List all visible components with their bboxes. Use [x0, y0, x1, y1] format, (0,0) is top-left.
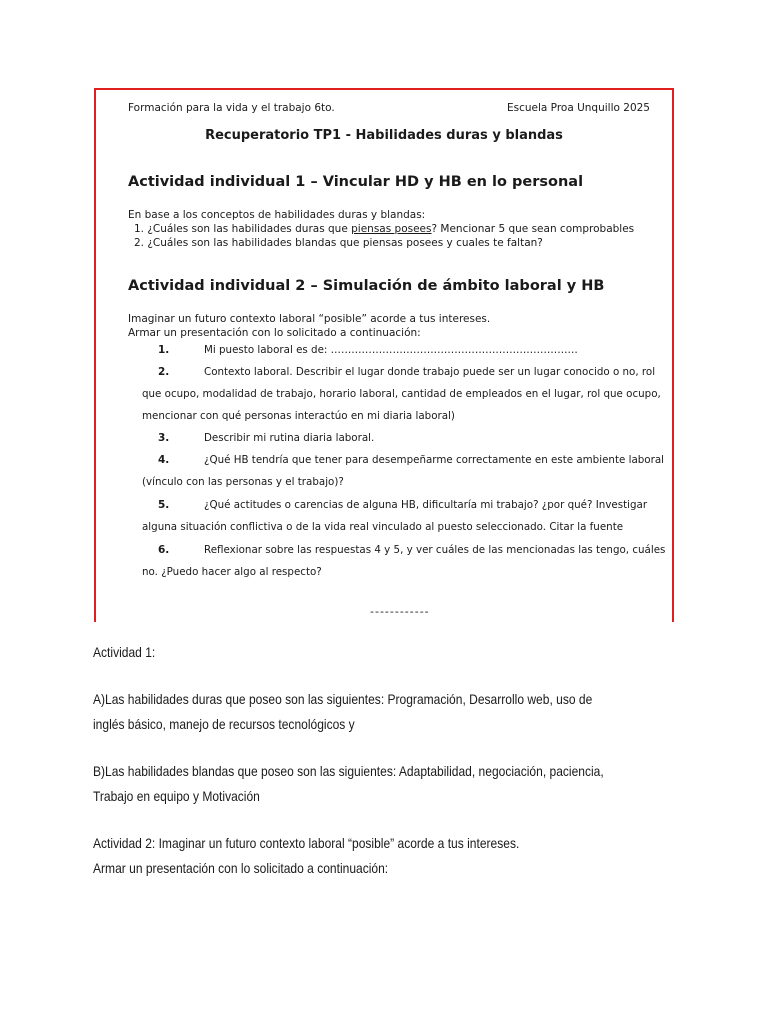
item-text: Contexto laboral. Describir el lugar donde trabajo puede ser un lugar conocido o no, rol [204, 366, 656, 378]
item-text: no. ¿Puedo hacer algo al respecto? [142, 566, 322, 578]
activity-1-heading: Actividad individual 1 – Vincular HD y HB en lo personal [128, 174, 584, 190]
item-number: 2. [158, 366, 170, 378]
item-text: Mi puesto laboral es de: ……………………………………………………………… [204, 344, 578, 356]
item-text: ¿Qué actitudes o carencias de alguna HB, dificultaría mi trabajo? ¿por qué? Investigar [204, 499, 648, 511]
activity-1-intro: En base a los conceptos de habilidades duras y blandas: [128, 209, 426, 221]
q1-text: 1. ¿Cuáles son las habilidades duras que [134, 223, 352, 235]
item-number: 1. [158, 344, 170, 356]
item-number: 4. [158, 454, 170, 466]
header-left: Formación para la vida y el trabajo 6to. [128, 102, 335, 114]
header-right: Escuela Proa Unquillo 2025 [506, 102, 650, 114]
activity-1-question-1 [134, 222, 634, 236]
item-text: que ocupo, modalidad de trabajo, horario laboral, cantidad de empleados en el lugar, rol que ocupo, [142, 388, 661, 400]
item-text: Describir mi rutina diaria laboral. [204, 432, 375, 444]
activity-2-intro-2: Armar un presentación con lo solicitado a continuación: [128, 327, 421, 339]
item-text: ¿Qué HB tendría que tener para desempeñarme correctamente en este ambiente laboral [204, 454, 665, 466]
worksheet-title: Recuperatorio TP1 - Habilidades duras y blandas [205, 128, 563, 143]
activity-2-answer-line-1: Actividad 2: Imaginar un futuro contexto laboral “posible” acorde a tus intereses. [93, 835, 520, 851]
item-text: Reflexionar sobre las respuestas 4 y 5, y ver cuáles de las mencionadas las tengo, cuáles [204, 544, 666, 556]
item-number: 5. [158, 499, 170, 511]
q1-underlined: piensas posees [351, 223, 432, 235]
item-number: 3. [158, 432, 170, 444]
answers-section [93, 640, 609, 881]
q1-text-end: ? Mencionar 5 que sean comprobables [431, 223, 635, 235]
activity-2-intro-1: Imaginar un futuro contexto laboral “posible” acorde a tus intereses. [128, 313, 491, 325]
item-number: 6. [158, 544, 170, 556]
divider: ------------ [370, 605, 430, 618]
worksheet-image [94, 88, 674, 622]
activity-2-heading: Actividad individual 2 – Simulación de ámbito laboral y HB [128, 278, 605, 294]
item-text: mencionar con qué personas interactúo en mi diaria laboral) [142, 410, 455, 422]
activity-1-question-2: 2. ¿Cuáles son las habilidades blandas que piensas posees y cuales te faltan? [134, 237, 543, 249]
activity-2-answer-line-2: Armar un presentación con lo solicitado a continuación: [93, 860, 389, 876]
worksheet-header [128, 102, 650, 114]
answer-hard-skills: A)Las habilidades duras que poseo son las siguientes: Programación, Desarrollo web, uso de inglés básico, manejo de recursos tecnológicos y [93, 691, 593, 732]
item-text: (vínculo con las personas y el trabajo)? [142, 476, 344, 488]
answer-soft-skills: B)Las habilidades blandas que poseo son las siguientes: Adaptabilidad, negociación, paciencia, Trabajo en equipo y Motivación [93, 763, 604, 804]
item-text: alguna situación conflictiva o de la vida real vinculado al puesto seleccionado. Citar la fuente [142, 521, 624, 533]
activity-1-answer-title: Actividad 1: [93, 644, 156, 660]
